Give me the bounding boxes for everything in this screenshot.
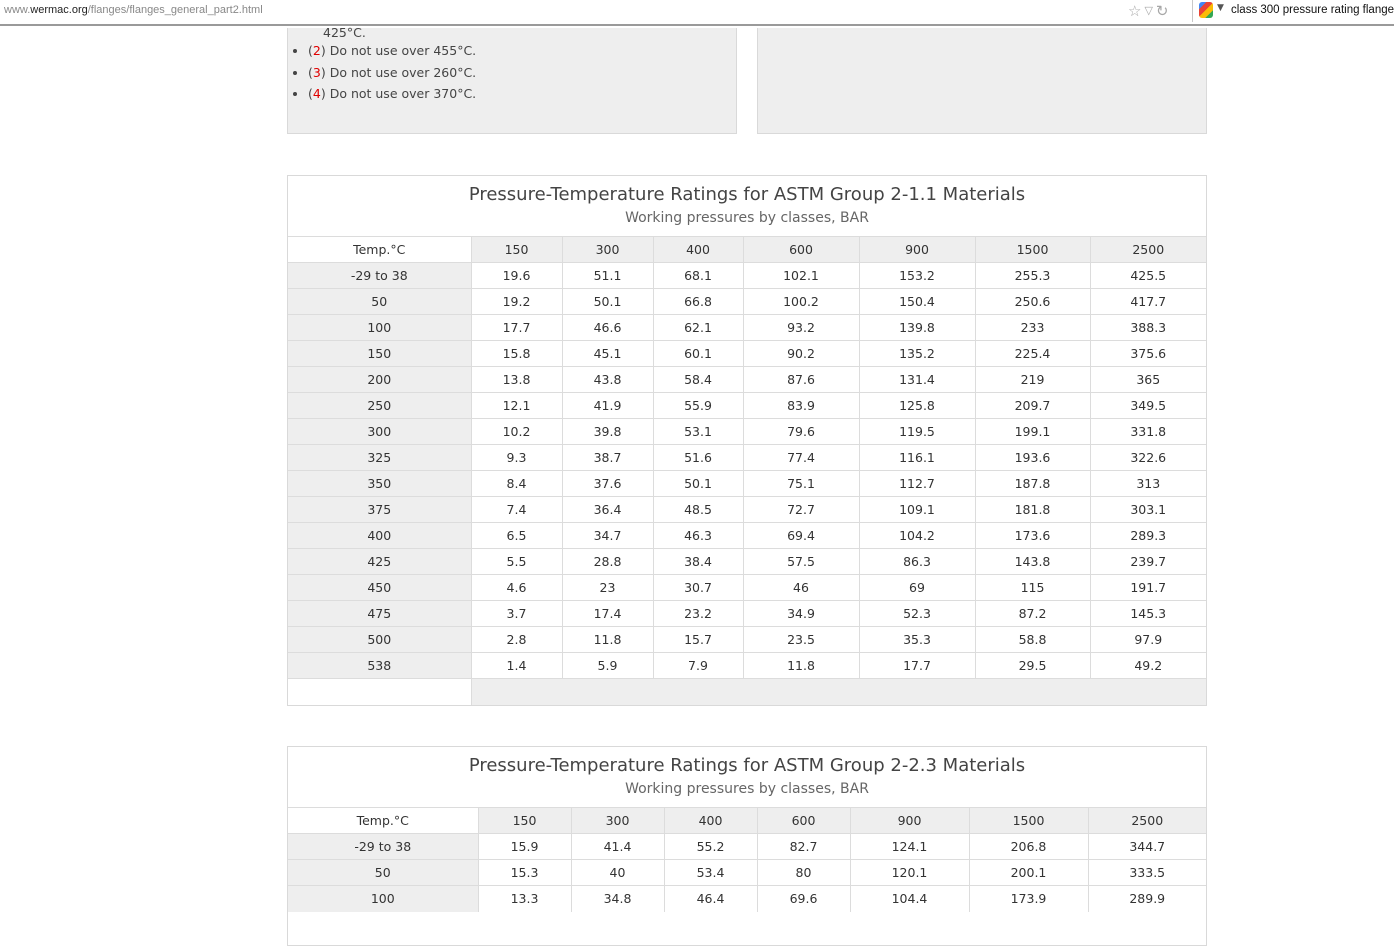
pressure-cell: 313 — [1090, 471, 1206, 497]
pressure-cell: 38.7 — [562, 445, 653, 471]
pressure-cell: 28.8 — [562, 549, 653, 575]
pressure-cell: 365 — [1090, 367, 1206, 393]
table-row — [288, 419, 1206, 445]
pressure-cell: 303.1 — [1090, 497, 1206, 523]
address-bar[interactable] — [4, 4, 263, 16]
pressure-cell: 51.1 — [562, 263, 653, 289]
header-row — [288, 808, 1206, 834]
pressure-cell: 153.2 — [859, 263, 975, 289]
temp-cell: 375 — [288, 497, 471, 523]
class-header: 600 — [757, 808, 850, 834]
pressure-cell: 46.4 — [664, 886, 757, 912]
note-item: • (4) Do not use over 370°C. — [308, 83, 736, 105]
pressure-cell: 191.7 — [1090, 575, 1206, 601]
pressure-cell: 239.7 — [1090, 549, 1206, 575]
class-header: 400 — [653, 237, 743, 263]
pressure-cell: 139.8 — [859, 315, 975, 341]
pressure-cell: 97.9 — [1090, 627, 1206, 653]
note-number[interactable]: 4 — [312, 86, 321, 101]
pressure-cell: 193.6 — [975, 445, 1090, 471]
ratings-table-group-2-2-3 — [287, 746, 1207, 946]
class-header: 150 — [471, 237, 562, 263]
browser-toolbar — [0, 0, 1394, 26]
url-path: /flanges/flanges_general_part2.html — [87, 4, 263, 16]
pressure-cell: 46 — [743, 575, 859, 601]
pressure-cell: 173.6 — [975, 523, 1090, 549]
temp-header: Temp.°C — [288, 808, 478, 834]
temp-cell: -29 to 38 — [288, 263, 471, 289]
table-row — [288, 471, 1206, 497]
table-row — [288, 860, 1206, 886]
table-row — [288, 601, 1206, 627]
pressure-cell: 50.1 — [653, 471, 743, 497]
pressure-cell: 72.7 — [743, 497, 859, 523]
pressure-cell: 23.2 — [653, 601, 743, 627]
pressure-cell: 8.4 — [471, 471, 562, 497]
table-row — [288, 289, 1206, 315]
pressure-cell: 66.8 — [653, 289, 743, 315]
pressure-cell: 19.2 — [471, 289, 562, 315]
pressure-cell: 45.1 — [562, 341, 653, 367]
pressure-cell: 75.1 — [743, 471, 859, 497]
temp-cell: 350 — [288, 471, 471, 497]
empty-panel — [757, 28, 1207, 134]
pressure-cell: 15.9 — [478, 834, 571, 860]
pressure-cell: 4.6 — [471, 575, 562, 601]
table-subtitle: Working pressures by classes, BAR — [625, 781, 869, 797]
table-row — [288, 315, 1206, 341]
pressure-cell: 34.8 — [571, 886, 664, 912]
footer-cell — [288, 679, 471, 705]
pressure-cell: 116.1 — [859, 445, 975, 471]
pressure-cell: 17.4 — [562, 601, 653, 627]
pressure-cell: 112.7 — [859, 471, 975, 497]
table-title: Pressure-Temperature Ratings for ASTM Group 2-2.3 Materials — [468, 755, 1026, 776]
note-number[interactable]: 3 — [312, 64, 321, 80]
pressure-cell: 333.5 — [1088, 860, 1206, 886]
note-number[interactable]: 2 — [312, 43, 321, 58]
pressure-cell: 10.2 — [471, 419, 562, 445]
class-header: 600 — [743, 237, 859, 263]
pressure-cell: 62.1 — [653, 315, 743, 341]
class-header: 2500 — [1088, 808, 1206, 834]
temp-cell: 425 — [288, 549, 471, 575]
pressure-cell: 49.2 — [1090, 653, 1206, 679]
pressure-cell: 125.8 — [859, 393, 975, 419]
class-header: 1500 — [969, 808, 1088, 834]
temp-cell: 50 — [288, 289, 471, 315]
pressure-cell: 50.1 — [562, 289, 653, 315]
pressure-cell: 5.5 — [471, 549, 562, 575]
pressure-cell: 43.8 — [562, 367, 653, 393]
pressure-cell: 57.5 — [743, 549, 859, 575]
pressure-cell: 375.6 — [1090, 341, 1206, 367]
footer-cell — [471, 679, 1206, 705]
note-text: ) Do not use over 455°C. — [320, 43, 477, 58]
pressure-cell: 68.1 — [653, 263, 743, 289]
notes-panel — [287, 25, 737, 134]
pressure-cell: 15.3 — [478, 860, 571, 886]
pressure-cell: 100.2 — [743, 289, 859, 315]
pressure-cell: 79.6 — [743, 419, 859, 445]
google-logo-icon[interactable] — [1199, 2, 1213, 18]
address-bar-actions — [1128, 1, 1184, 21]
pressure-cell: 425.5 — [1090, 263, 1206, 289]
pressure-cell: 145.3 — [1090, 601, 1206, 627]
temp-cell: -29 to 38 — [288, 834, 478, 860]
note-continuation: 425°C. — [323, 25, 366, 40]
pressure-cell: 209.7 — [975, 393, 1090, 419]
pressure-cell: 173.9 — [969, 886, 1088, 912]
temp-cell: 300 — [288, 419, 471, 445]
pressure-cell: 322.6 — [1090, 445, 1206, 471]
pressure-cell: 93.2 — [743, 315, 859, 341]
temp-cell: 250 — [288, 393, 471, 419]
pressure-cell: 349.5 — [1090, 393, 1206, 419]
table-row — [288, 549, 1206, 575]
pressure-cell: 52.3 — [859, 601, 975, 627]
ratings-table-group-2-1-1 — [287, 175, 1207, 706]
pressure-cell: 199.1 — [975, 419, 1090, 445]
pressure-cell: 2.8 — [471, 627, 562, 653]
pressure-cell: 289.9 — [1088, 886, 1206, 912]
reload-icon[interactable]: ↻ — [1155, 2, 1169, 20]
note-item: • (3) Do not use over 260°C. — [308, 62, 736, 84]
class-header: 300 — [571, 808, 664, 834]
pressure-cell: 388.3 — [1090, 315, 1206, 341]
pressure-cell: 6.5 — [471, 523, 562, 549]
pressure-cell: 69.6 — [757, 886, 850, 912]
class-header: 400 — [664, 808, 757, 834]
url-prefix: www. — [4, 4, 31, 16]
pressure-cell: 53.4 — [664, 860, 757, 886]
pressure-cell: 331.8 — [1090, 419, 1206, 445]
pressure-cell: 181.8 — [975, 497, 1090, 523]
url-domain: wermac.org — [30, 4, 88, 16]
pressure-cell: 51.6 — [653, 445, 743, 471]
class-header: 2500 — [1090, 237, 1206, 263]
pressure-cell: 37.6 — [562, 471, 653, 497]
pressure-cell: 206.8 — [969, 834, 1088, 860]
pressure-cell: 9.3 — [471, 445, 562, 471]
temp-cell: 325 — [288, 445, 471, 471]
ratings-table — [288, 236, 1206, 705]
pressure-cell: 344.7 — [1088, 834, 1206, 860]
pressure-cell: 53.1 — [653, 419, 743, 445]
temp-cell: 538 — [288, 653, 471, 679]
pressure-cell: 13.3 — [478, 886, 571, 912]
pressure-cell: 41.4 — [571, 834, 664, 860]
pressure-cell: 1.4 — [471, 653, 562, 679]
header-row — [288, 237, 1206, 263]
class-header: 1500 — [975, 237, 1090, 263]
note-text: ) Do not use over 260°C. — [320, 64, 477, 80]
pressure-cell: 34.9 — [743, 601, 859, 627]
table-row — [288, 575, 1206, 601]
search-input[interactable]: class 300 pressure rating flange — [1231, 4, 1394, 16]
note-text: ) Do not use over 370°C. — [320, 86, 477, 101]
pressure-cell: 83.9 — [743, 393, 859, 419]
pressure-cell: 58.4 — [653, 367, 743, 393]
pressure-cell: 29.5 — [975, 653, 1090, 679]
pressure-cell: 48.5 — [653, 497, 743, 523]
pressure-cell: 90.2 — [743, 341, 859, 367]
pressure-cell: 55.2 — [664, 834, 757, 860]
pressure-cell: 250.6 — [975, 289, 1090, 315]
pressure-cell: 289.3 — [1090, 523, 1206, 549]
pressure-cell: 131.4 — [859, 367, 975, 393]
pressure-cell: 34.7 — [562, 523, 653, 549]
pressure-cell: 187.8 — [975, 471, 1090, 497]
table-row — [288, 834, 1206, 860]
pressure-cell: 60.1 — [653, 341, 743, 367]
note-item: • (2) Do not use over 455°C. — [308, 40, 736, 62]
pressure-cell: 30.7 — [653, 575, 743, 601]
pressure-cell: 104.4 — [850, 886, 969, 912]
pressure-cell: 135.2 — [859, 341, 975, 367]
pressure-cell: 115 — [975, 575, 1090, 601]
table-title: Pressure-Temperature Ratings for ASTM Group 2-1.1 Materials — [468, 184, 1026, 205]
pressure-cell: 19.6 — [471, 263, 562, 289]
pressure-cell: 11.8 — [562, 627, 653, 653]
pressure-cell: 17.7 — [471, 315, 562, 341]
temp-header: Temp.°C — [288, 237, 471, 263]
temp-cell: 500 — [288, 627, 471, 653]
pressure-cell: 12.1 — [471, 393, 562, 419]
ratings-table — [288, 807, 1206, 912]
pressure-cell: 11.8 — [743, 653, 859, 679]
class-header: 300 — [562, 237, 653, 263]
temp-cell: 400 — [288, 523, 471, 549]
pressure-cell: 104.2 — [859, 523, 975, 549]
pressure-cell: 5.9 — [562, 653, 653, 679]
pressure-cell: 82.7 — [757, 834, 850, 860]
pressure-cell: 13.8 — [471, 367, 562, 393]
notes-list — [288, 26, 736, 105]
temp-cell: 475 — [288, 601, 471, 627]
pressure-cell: 55.9 — [653, 393, 743, 419]
pressure-cell: 233 — [975, 315, 1090, 341]
pressure-cell: 35.3 — [859, 627, 975, 653]
pressure-cell: 38.4 — [653, 549, 743, 575]
class-header: 900 — [859, 237, 975, 263]
pressure-cell: 3.7 — [471, 601, 562, 627]
pressure-cell: 219 — [975, 367, 1090, 393]
temp-cell: 450 — [288, 575, 471, 601]
table-row — [288, 367, 1206, 393]
pressure-cell: 17.7 — [859, 653, 975, 679]
pressure-cell: 7.9 — [653, 653, 743, 679]
pressure-cell: 119.5 — [859, 419, 975, 445]
pressure-cell: 69 — [859, 575, 975, 601]
pressure-cell: 69.4 — [743, 523, 859, 549]
pressure-cell: 87.6 — [743, 367, 859, 393]
pressure-cell: 39.8 — [562, 419, 653, 445]
pressure-cell: 255.3 — [975, 263, 1090, 289]
pressure-cell: 200.1 — [969, 860, 1088, 886]
pressure-cell: 120.1 — [850, 860, 969, 886]
table-row — [288, 627, 1206, 653]
table-row — [288, 445, 1206, 471]
pressure-cell: 86.3 — [859, 549, 975, 575]
table-subtitle: Working pressures by classes, BAR — [625, 210, 869, 226]
dropdown-arrow-icon[interactable]: ▽ — [1144, 4, 1153, 17]
table-row — [288, 523, 1206, 549]
pressure-cell: 46.3 — [653, 523, 743, 549]
star-bookmark-icon[interactable]: ☆ — [1128, 2, 1142, 20]
pressure-cell: 41.9 — [562, 393, 653, 419]
pressure-cell: 87.2 — [975, 601, 1090, 627]
pressure-cell: 417.7 — [1090, 289, 1206, 315]
pressure-cell: 143.8 — [975, 549, 1090, 575]
temp-cell: 100 — [288, 886, 478, 912]
temp-cell: 200 — [288, 367, 471, 393]
pressure-cell: 124.1 — [850, 834, 969, 860]
pressure-cell: 58.8 — [975, 627, 1090, 653]
class-header: 900 — [850, 808, 969, 834]
pressure-cell: 46.6 — [562, 315, 653, 341]
temp-cell: 50 — [288, 860, 478, 886]
pressure-cell: 15.8 — [471, 341, 562, 367]
temp-cell: 100 — [288, 315, 471, 341]
pressure-cell: 80 — [757, 860, 850, 886]
chevron-down-icon[interactable]: ▼ — [1217, 3, 1224, 13]
search-box[interactable] — [1192, 0, 1394, 22]
pressure-cell: 109.1 — [859, 497, 975, 523]
pressure-cell: 23 — [562, 575, 653, 601]
pressure-cell: 23.5 — [743, 627, 859, 653]
table-row — [288, 497, 1206, 523]
pressure-cell: 15.7 — [653, 627, 743, 653]
pressure-cell: 225.4 — [975, 341, 1090, 367]
table-row — [288, 886, 1206, 912]
class-header: 150 — [478, 808, 571, 834]
table-row — [288, 653, 1206, 679]
pressure-cell: 36.4 — [562, 497, 653, 523]
table-row — [288, 341, 1206, 367]
pressure-cell: 7.4 — [471, 497, 562, 523]
pressure-cell: 102.1 — [743, 263, 859, 289]
pressure-cell: 150.4 — [859, 289, 975, 315]
table-row — [288, 263, 1206, 289]
table-row — [288, 393, 1206, 419]
pressure-cell: 77.4 — [743, 445, 859, 471]
table-footer-row — [288, 679, 1206, 705]
temp-cell: 150 — [288, 341, 471, 367]
pressure-cell: 40 — [571, 860, 664, 886]
